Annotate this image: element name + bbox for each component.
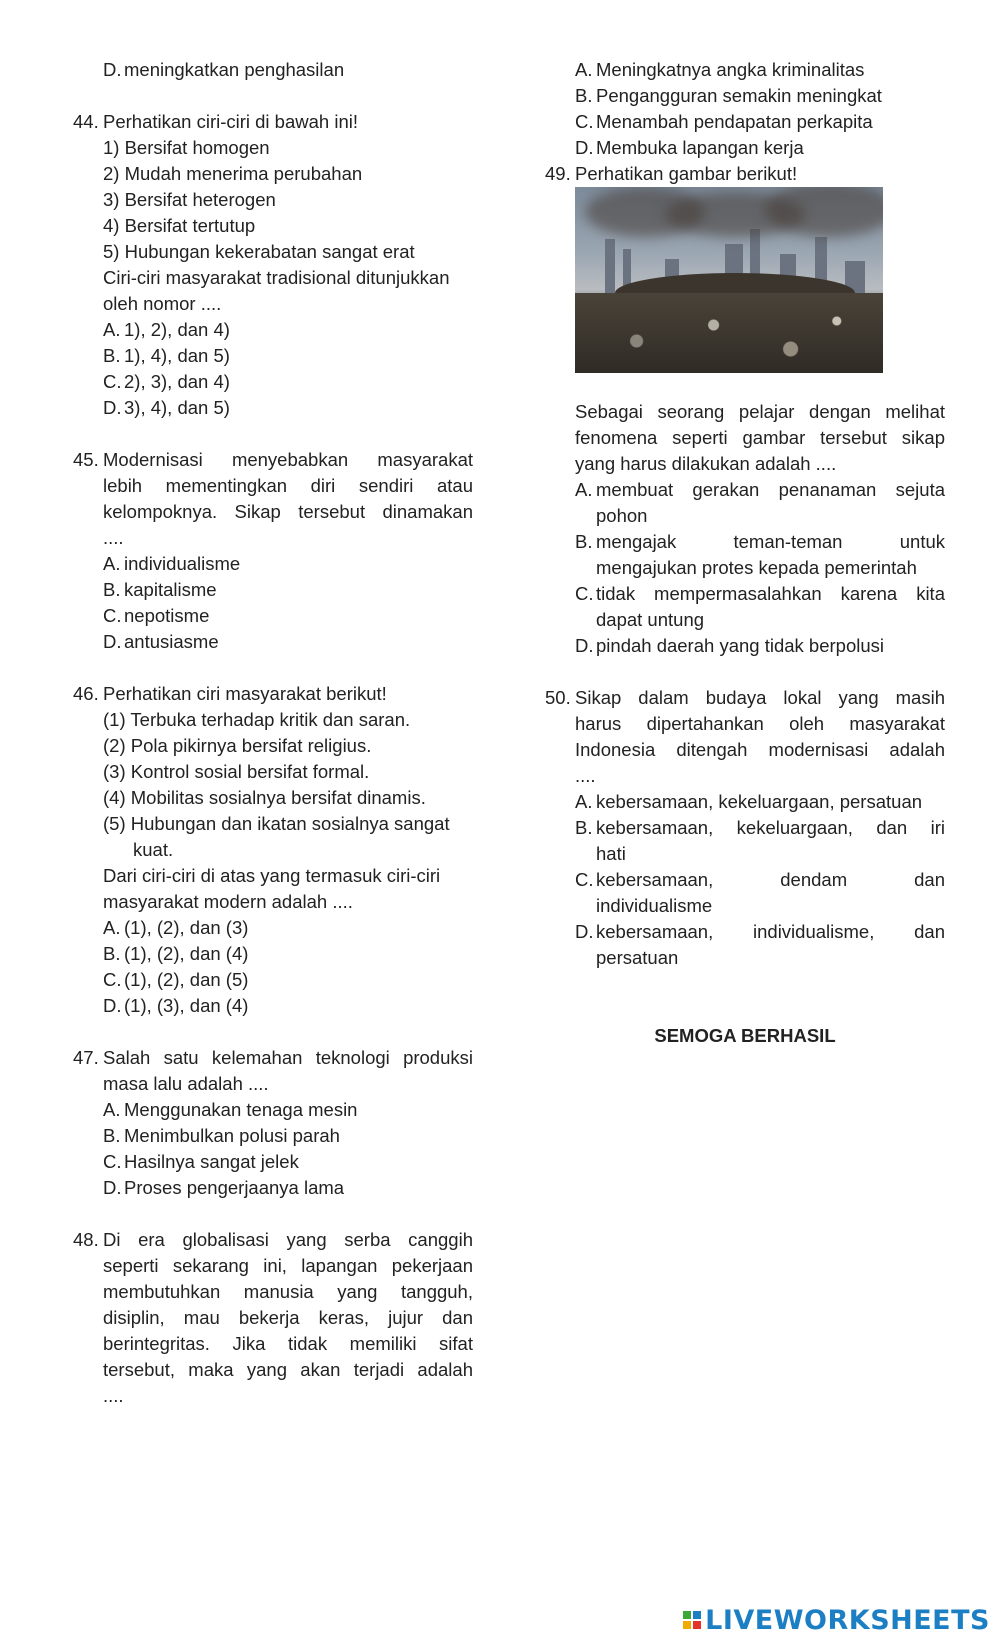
option-d[interactable]: D. antusiasme — [103, 631, 219, 652]
question-stem: fenomena seperti gambar tersebut sikap — [575, 427, 945, 448]
question-stem: masyarakat modern adalah .... — [103, 891, 353, 912]
option-c[interactable]: C. Hasilnya sangat jelek — [103, 1151, 299, 1172]
question-48 — [73, 1227, 473, 1409]
option-b-cont: hati — [596, 843, 626, 864]
option-c[interactable]: C. Menambah pendapatan perkapita — [575, 111, 873, 132]
option-b-cont: mengajukan protes kepada pemerintah — [596, 557, 917, 578]
option-b[interactable]: B. kapitalisme — [103, 579, 217, 600]
question-text: Modernisasi menyebabkan masyarakat — [103, 449, 473, 470]
brand-name: LIVEWORKSHEETS — [705, 1604, 990, 1636]
list-item: (3) Kontrol sosial bersifat formal. — [103, 761, 370, 782]
question-48-options — [545, 57, 945, 161]
question-stem: Dari ciri-ciri di atas yang termasuk ciri-ciri — [103, 865, 441, 886]
list-item-continuation: kuat. — [133, 839, 174, 860]
option-d[interactable]: D. pindah daerah yang tidak berpolusi — [575, 635, 884, 656]
option-b[interactable]: B. Pengangguran semakin meningkat — [575, 85, 882, 106]
question-text: berintegritas. Jika tidak memiliki sifat — [103, 1333, 473, 1354]
option-a[interactable]: A. membuat gerakan penanaman sejuta — [575, 479, 945, 500]
option-c[interactable]: C. 2), 3), dan 4) — [103, 371, 230, 392]
option-a[interactable]: A. 1), 2), dan 4) — [103, 319, 230, 340]
question-number: 47. — [73, 1047, 99, 1068]
question-number: 45. — [73, 449, 99, 470]
question-text: membutuhkan manusia yang tangguh, — [103, 1281, 473, 1302]
question-number: 49. — [545, 163, 571, 184]
question-text: masa lalu adalah .... — [103, 1073, 269, 1094]
question-number: 48. — [73, 1229, 99, 1250]
question-text: Salah satu kelemahan teknologi produksi — [103, 1047, 473, 1068]
question-text: lebih mementingkan diri sendiri atau — [103, 475, 473, 496]
closing-message: SEMOGA BERHASIL — [654, 1025, 836, 1046]
option-d[interactable]: D. Membuka lapangan kerja — [575, 137, 804, 158]
option-a[interactable]: A. Menggunakan tenaga mesin — [103, 1099, 358, 1120]
option-c[interactable]: C. nepotisme — [103, 605, 210, 626]
question-text: .... — [103, 527, 124, 548]
question-text: .... — [103, 1385, 124, 1406]
question-45 — [73, 447, 473, 655]
question-49 — [545, 161, 945, 659]
option-a[interactable]: A. individualisme — [103, 553, 241, 574]
question-stem: Ciri-ciri masyarakat tradisional ditunjukkan — [103, 267, 450, 288]
option-b[interactable]: B. kebersamaan, kekeluargaan, dan iri — [575, 817, 945, 838]
question-text: kelompoknya. Sikap tersebut dinamakan — [103, 501, 473, 522]
option-b[interactable]: B. mengajak teman-teman untuk — [575, 531, 945, 552]
option-d[interactable]: D. 3), 4), dan 5) — [103, 397, 230, 418]
option-c[interactable]: C. kebersamaan, dendam dan — [575, 869, 945, 890]
question-number: 46. — [73, 683, 99, 704]
option-c[interactable]: C. tidak mempermasalahkan karena kita — [575, 583, 945, 604]
question-stem: oleh nomor .... — [103, 293, 222, 314]
question-44 — [73, 109, 473, 421]
question-text: tersebut, maka yang akan terjadi adalah — [103, 1359, 473, 1380]
option-b[interactable]: B. Menimbulkan polusi parah — [103, 1125, 340, 1146]
question-text: disiplin, mau bekerja keras, jujur dan — [103, 1307, 473, 1328]
list-item: 1) Bersifat homogen — [103, 137, 270, 158]
option-d[interactable]: D. kebersamaan, individualisme, dan — [575, 921, 945, 942]
list-item: (4) Mobilitas sosialnya bersifat dinamis. — [103, 787, 426, 808]
logo-squares-icon — [683, 1611, 701, 1629]
list-item: 3) Bersifat heterogen — [103, 189, 276, 210]
option-c[interactable]: C. (1), (2), dan (5) — [103, 969, 249, 990]
question-text: seperti sekarang ini, lapangan pekerjaan — [103, 1255, 473, 1276]
list-item: 2) Mudah menerima perubahan — [103, 163, 363, 184]
list-item: 4) Bersifat tertutup — [103, 215, 256, 236]
option-c-cont: individualisme — [596, 895, 713, 916]
left-column — [73, 57, 473, 1409]
question-text: Perhatikan gambar berikut! — [575, 163, 798, 184]
option-c-cont: dapat untung — [596, 609, 705, 630]
question-46 — [73, 681, 473, 1019]
question-text: Sikap dalam budaya lokal yang masih — [575, 687, 945, 708]
q43-option-d[interactable]: D. meningkatkan penghasilan — [103, 59, 345, 80]
question-stem: Sebagai seorang pelajar dengan melihat — [575, 401, 945, 422]
question-47 — [73, 1045, 473, 1201]
list-item: (2) Pola pikirnya bersifat religius. — [103, 735, 372, 756]
question-text: harus dipertahankan oleh masyarakat — [575, 713, 945, 734]
option-a[interactable]: A. kebersamaan, kekeluargaan, persatuan — [575, 791, 923, 812]
question-text: Perhatikan ciri-ciri di bawah ini! — [103, 111, 358, 132]
question-number: 44. — [73, 111, 99, 132]
option-d-cont: persatuan — [596, 947, 679, 968]
option-a-cont: pohon — [596, 505, 648, 526]
list-item: (5) Hubungan dan ikatan sosialnya sangat — [103, 813, 450, 834]
question-text: Di era globalisasi yang serba canggih — [103, 1229, 473, 1250]
list-item: 5) Hubungan kekerabatan sangat erat — [103, 241, 415, 262]
option-d[interactable]: D. (1), (3), dan (4) — [103, 995, 249, 1016]
question-50 — [545, 685, 945, 971]
option-a[interactable]: A. Meningkatnya angka kriminalitas — [575, 59, 865, 80]
liveworksheets-logo[interactable] — [683, 1603, 990, 1637]
option-b[interactable]: B. 1), 4), dan 5) — [103, 345, 230, 366]
option-b[interactable]: B. (1), (2), dan (4) — [103, 943, 249, 964]
question-text: Perhatikan ciri masyarakat berikut! — [103, 683, 387, 704]
question-text: .... — [575, 765, 596, 786]
question-number: 50. — [545, 687, 571, 708]
right-column — [545, 57, 945, 1049]
question-text: Indonesia ditengah modernisasi adalah — [575, 739, 945, 760]
pollution-photo — [575, 187, 883, 373]
option-a[interactable]: A. (1), (2), dan (3) — [103, 917, 249, 938]
option-d[interactable]: D. Proses pengerjaanya lama — [103, 1177, 345, 1198]
question-stem: yang harus dilakukan adalah .... — [575, 453, 837, 474]
list-item: (1) Terbuka terhadap kritik dan saran. — [103, 709, 411, 730]
